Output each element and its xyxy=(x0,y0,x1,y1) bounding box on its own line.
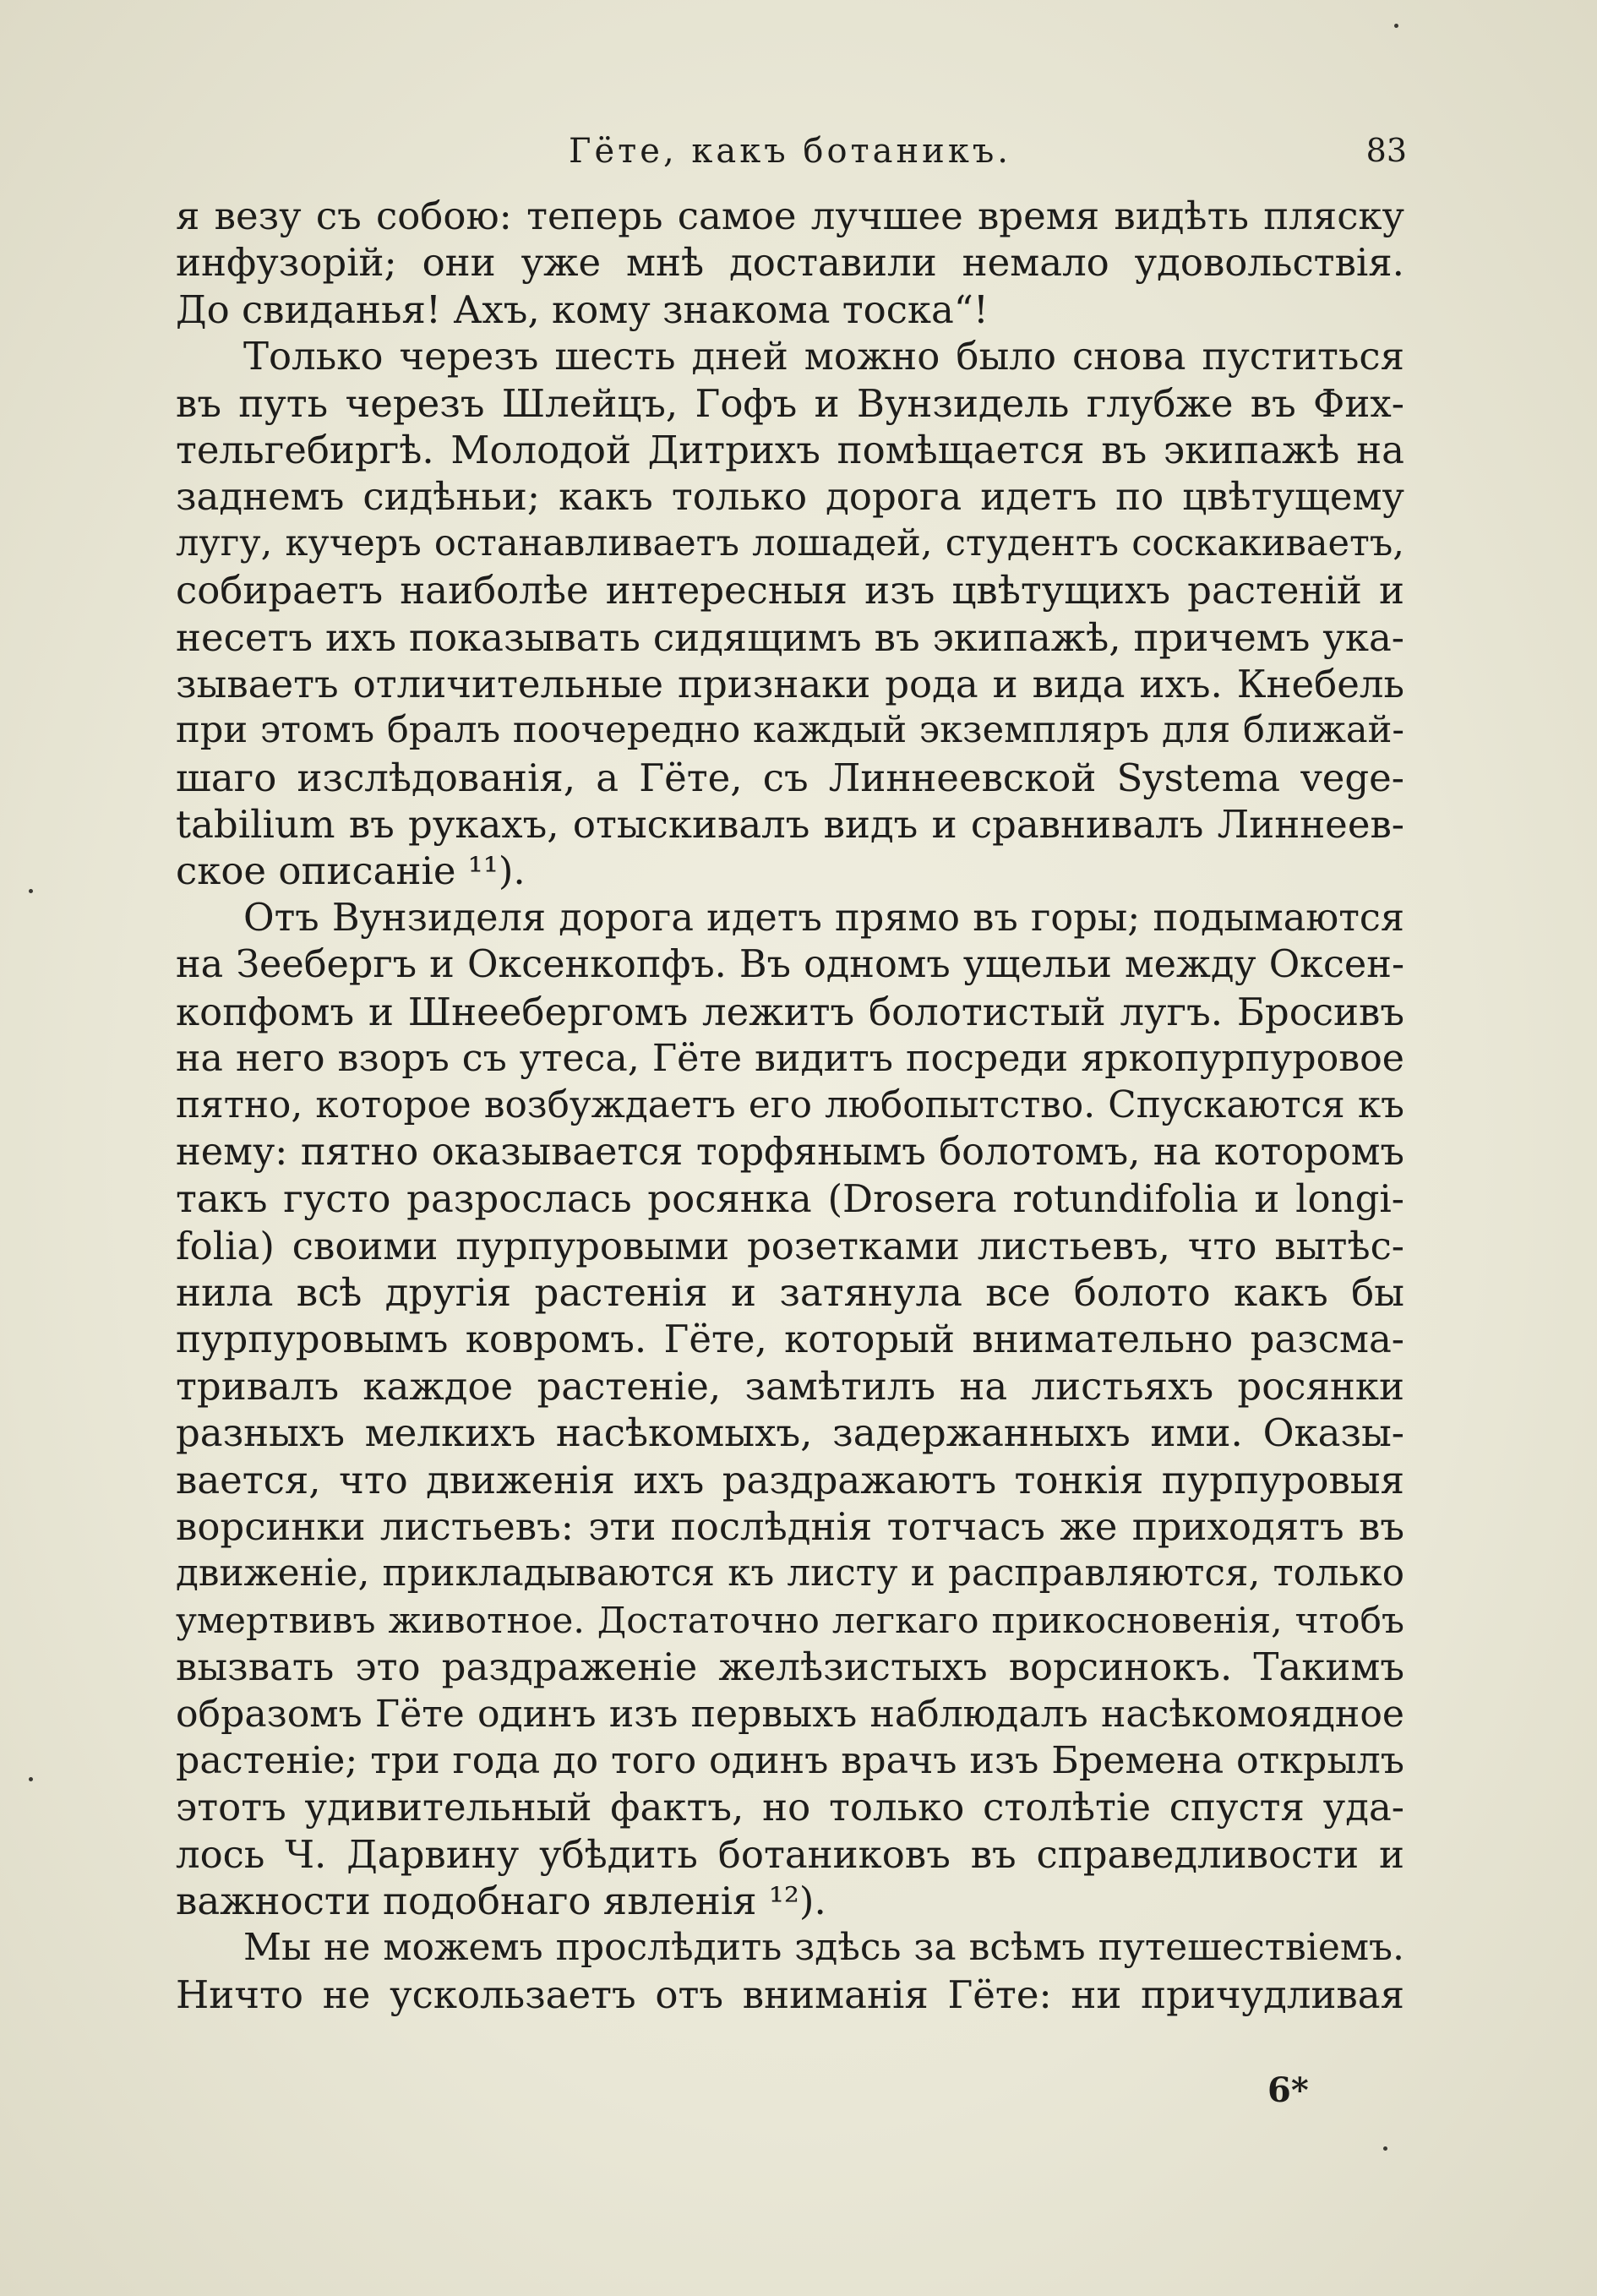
text-line: Только черезъ шесть дней можно было снова пуститься xyxy=(243,334,1404,379)
text-line: лугу, кучеръ останавливаетъ лошадей, студентъ соскакиваетъ, xyxy=(176,521,1404,564)
text-line: пурпуровымъ ковромъ. Гёте, который внимательно разсма- xyxy=(176,1317,1404,1362)
text-line: несетъ ихъ показывать сидящимъ въ экипажѣ, причемъ ука- xyxy=(176,614,1404,660)
page-number: 83 xyxy=(1365,132,1407,169)
text-line: собираетъ наиболѣе интересныя изъ цвѣтущихъ растеній и xyxy=(176,568,1404,614)
text-line: Отъ Вунзиделя дорога идетъ прямо въ горы; подымаются xyxy=(243,895,1404,940)
text-line: нему: пятно оказывается торфянымъ болотомъ, на которомъ xyxy=(176,1129,1404,1174)
paper-speck xyxy=(1394,24,1398,28)
text-line: Мы не можемъ прослѣдить здѣсь за всѣмъ путешествіемъ. xyxy=(243,1926,1404,1970)
paper-speck xyxy=(1383,2146,1387,2151)
text-line: тельгебиргѣ. Молодой Дитрихъ помѣщается въ экипажѣ на xyxy=(176,427,1404,472)
text-line: на Зеебергъ и Оксенкопфъ. Въ одномъ ущельи между Оксен- xyxy=(176,943,1404,987)
text-line: образомъ Гёте одинъ изъ первыхъ наблюдалъ насѣкомоядное xyxy=(176,1692,1404,1736)
text-line: До свиданья! Ахъ, кому знакома тоска“! xyxy=(176,286,989,332)
text-line: пятно, которое возбуждаетъ его любопытство. Спускаются къ xyxy=(176,1083,1404,1127)
text-line: заднемъ сидѣньи; какъ только дорога идетъ по цвѣтущему xyxy=(176,474,1404,520)
text-line: инфузорій; они уже мнѣ доставили немало удовольствія. xyxy=(176,240,1404,286)
text-line: растеніе; три года до того одинъ врачъ изъ Бремена открылъ xyxy=(176,1738,1404,1782)
text-line: вается, что движенія ихъ раздражаютъ тонкія пурпуровыя xyxy=(176,1457,1404,1502)
text-line: этотъ удивительный фактъ, но только столѣтіе спустя уда- xyxy=(176,1785,1404,1830)
text-line: вызвать это раздраженіе желѣзистыхъ ворсинокъ. Такимъ xyxy=(176,1644,1404,1690)
paper-speck xyxy=(29,1777,33,1781)
text-line: въ путь черезъ Шлейцъ, Гофъ и Вунзидель глубже въ Фих- xyxy=(176,380,1404,426)
text-line: умертвивъ животное. Достаточно легкаго прикосновенія, чтобъ xyxy=(176,1599,1404,1641)
text-line: ское описаніе ¹¹). xyxy=(176,848,526,894)
text-line: лось Ч. Дарвину убѣдить ботаниковъ въ справедливости и xyxy=(176,1831,1404,1877)
text-line: на него взоръ съ утеса, Гёте видитъ посреди яркопурпуровое xyxy=(176,1037,1404,1081)
text-line: нила всѣ другія растенія и затянула все болото какъ бы xyxy=(176,1269,1404,1315)
text-line: при этомъ бралъ поочередно каждый экземпляръ для ближай- xyxy=(176,709,1404,752)
running-head xyxy=(173,127,1407,177)
text-line: зываетъ отличительные признаки рода и вида ихъ. Кнебель xyxy=(176,661,1404,706)
text-line: разныхъ мелкихъ насѣкомыхъ, задержанныхъ ими. Оказы- xyxy=(176,1410,1404,1456)
text-line: tabilium въ рукахъ, отыскивалъ видъ и сравнивалъ Линнеев- xyxy=(176,802,1404,848)
running-title: Гёте, какъ ботаникъ. xyxy=(568,132,1012,171)
text-line: folia) своими пурпуровыми розетками листьевъ, что вытѣс- xyxy=(176,1223,1404,1268)
text-line: движеніе, прикладываются къ листу и расправляются, только xyxy=(176,1552,1404,1595)
paper-speck xyxy=(29,889,33,893)
text-line: я везу съ собою: теперь самое лучшее время видѣть пляску xyxy=(176,194,1404,238)
text-line: Ничто не ускользаетъ отъ вниманія Гёте: ни причудливая xyxy=(176,1972,1404,2017)
text-line: копфомъ и Шнеебергомъ лежитъ болотистый лугъ. Бросивъ xyxy=(176,989,1404,1034)
text-line: такъ густо разрослась росянка (Drosera rotundifolia и longi- xyxy=(176,1176,1404,1222)
body-text xyxy=(176,193,1404,2018)
text-line: важности подобнаго явленія ¹²). xyxy=(176,1879,826,1924)
text-line: ворсинки листьевъ: эти послѣднія тотчасъ же приходятъ въ xyxy=(176,1503,1404,1549)
signature-mark: 6* xyxy=(1267,2070,1309,2110)
text-line: тривалъ каждое растеніе, замѣтилъ на листьяхъ росянки xyxy=(176,1363,1404,1409)
text-line: шаго изслѣдованія, а Гёте, съ Линнеевской Systema vege- xyxy=(176,755,1404,800)
